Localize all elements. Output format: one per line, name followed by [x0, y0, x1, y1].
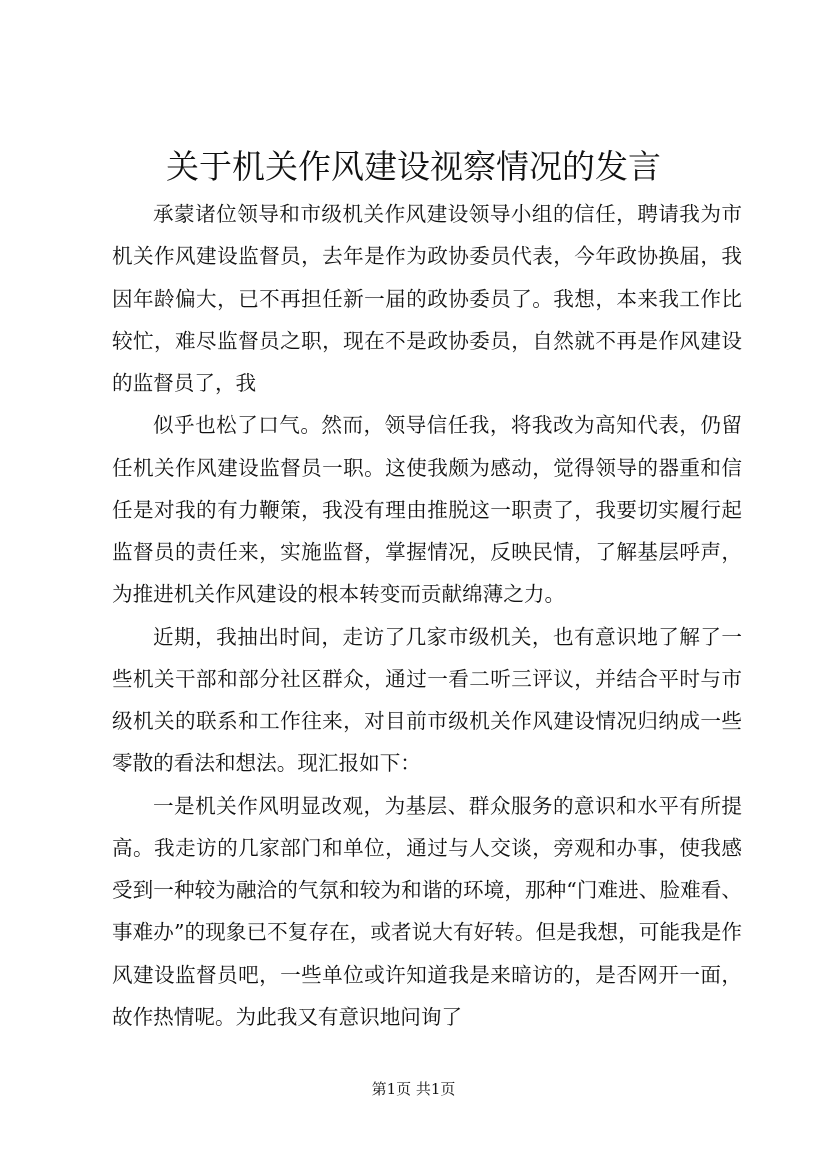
- paragraph-3: 近期，我抽出时间，走访了几家市级机关，也有意识地了解了一些机关干部和部分社区群众，通过一看二听三评议，并结合平时与市级机关的联系和工作往来，对目前市级机关作风建设情况归纳成一些零散的看法和想法。现汇报如下：: [112, 624, 742, 776]
- document-title: 关于机关作风建设视察情况的发言: [166, 147, 661, 186]
- page-number-footer: 第1页 共1页: [371, 1080, 456, 1098]
- document-body: [112, 193, 742, 1038]
- paragraph-4: 一是机关作风明显改观，为基层、群众服务的意识和水平有所提高。我走访的几家部门和单位，通过与人交谈，旁观和办事，使我感受到一种较为融洽的气氛和较为和谐的环境，那种“门难进、脸难看、事难办”的现象已不复存在，或者说大有好转。但是我想，可能我是作风建设监督员吧，一些单位或许知道我是来暗访的，是否网开一面，故作热情呢。为此我又有意识地问询了: [112, 793, 742, 1029]
- paragraph-1: 承蒙诸位领导和市级机关作风建设领导小组的信任，聘请我为市机关作风建设监督员，去年是作为政协委员代表，今年政协换届，我因年龄偏大，已不再担任新一届的政协委员了。我想，本来我工作比较忙，难尽监督员之职，现在不是政协委员，自然就不再是作风建设的监督员了，我: [112, 202, 742, 395]
- paragraph-2: 似乎也松了口气。然而，领导信任我，将我改为高知代表，仍留任机关作风建设监督员一职。这使我颇为感动，觉得领导的器重和信任是对我的有力鞭策，我没有理由推脱这一职责了，我要切实履行起监督员的责任来，实施监督，掌握情况，反映民情，了解基层呼声，为推进机关作风建设的根本转变而贡献绵薄之力。: [112, 413, 742, 607]
